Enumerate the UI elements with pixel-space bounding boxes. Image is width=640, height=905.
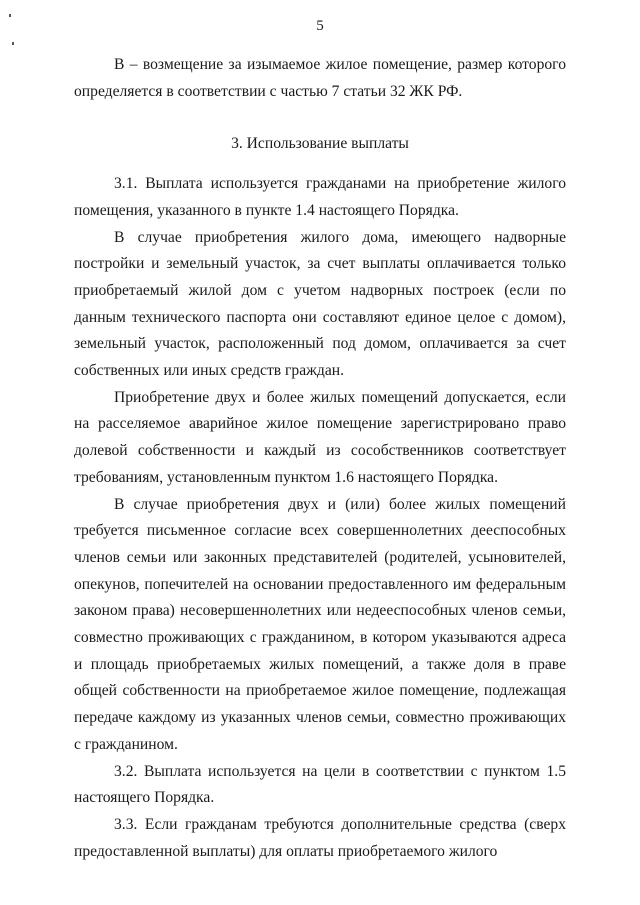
paragraph-3-3: 3.3. Если гражданам требуются дополнительные средства (сверх предоставленной выплаты) для оплаты приобретаемого жилого <box>74 815 566 860</box>
scan-mark <box>12 42 14 45</box>
scan-mark <box>9 14 11 17</box>
page-number: 5 <box>316 18 324 34</box>
paragraph-3-2: 3.2. Выплата используется на цели в соответствии с пунктом 1.5 настоящего Порядка. <box>74 762 566 807</box>
paragraph-family-consent: В случае приобретения двух и (или) более жилых помещений требуется письменное согласие всех совершеннолетних дееспособных членов семьи или законных представителей (родителей, усыновителей, опекунов, попечителей на основании предоставленного им федеральным законом права) несовершеннолетних или недееспособных членов семьи, совместно проживающих с гражданином, в котором указываются адреса и площадь приобретаемых жилых помещений, а также доля в праве общей собственности на приобретаемое жилое помещение, подлежащая передаче каждому из указанных членов семьи, совместно проживающих с гражданином. <box>74 495 566 753</box>
paragraph-multiple-premises: Приобретение двух и более жилых помещений допускается, если на расселяемое аварийное жилое помещение зарегистрировано право долевой собственности и каждый из сособственников соответствует требованиям, установленным пунктом 1.6 настоящего Порядка. <box>74 388 566 486</box>
document-body <box>74 52 566 865</box>
paragraph-compensation-definition: В – возмещение за изымаемое жилое помещение, размер которого определяется в соответствии с частью 7 статьи 32 ЖК РФ. <box>74 56 566 100</box>
paragraph-house-purchase: В случае приобретения жилого дома, имеющего надворные постройки и земельный участок, за счет выплаты оплачивается только приобретаемый жилой дом с учетом надворных построек (если по данным технического паспорта они составляют единое целое с домом), земельный участок, расположенный под домом, оплачивается за счет собственных или иных средств граждан. <box>74 228 566 380</box>
section-heading: 3. Использование выплаты <box>231 135 409 153</box>
paragraph-3-1: 3.1. Выплата используется гражданами на приобретение жилого помещения, указанного в пункте 1.4 настоящего Порядка. <box>74 175 566 219</box>
